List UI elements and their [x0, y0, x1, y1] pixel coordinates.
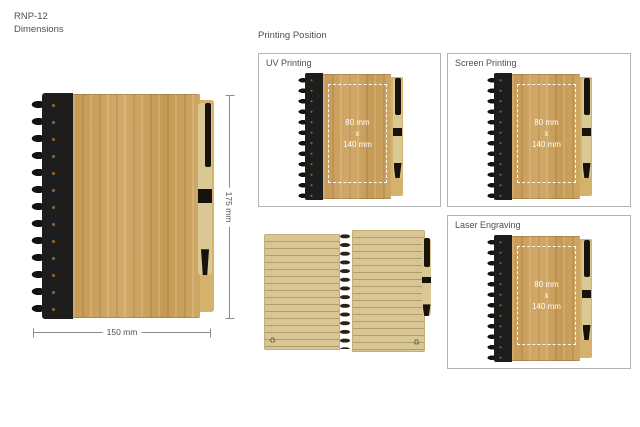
print-area-height: 140 mm — [532, 301, 561, 311]
pen — [198, 103, 212, 275]
recycle-icon: ♻ — [412, 338, 420, 347]
notebook-thumbnail — [485, 235, 592, 362]
print-area-separator: x — [355, 128, 360, 138]
product-code: RNP-12 — [14, 11, 48, 22]
height-value: 175 mm — [223, 188, 235, 227]
binding-holes — [309, 75, 314, 198]
open-page-left — [264, 234, 340, 350]
recycle-icon: ♻ — [269, 336, 277, 345]
printing-method-label: Laser Engraving — [455, 220, 521, 230]
cover-black-strip — [305, 73, 323, 200]
pen — [393, 78, 402, 178]
pen — [582, 78, 591, 178]
pen-band — [582, 128, 591, 136]
binding-holes — [498, 237, 503, 360]
cover-black-strip — [42, 93, 73, 319]
sheet-header — [14, 10, 64, 36]
print-area-height: 140 mm — [343, 139, 372, 149]
pen-band — [393, 128, 402, 136]
print-area-width: 80 mm — [534, 279, 559, 289]
pen — [422, 238, 431, 316]
print-area-separator: x — [544, 290, 549, 300]
width-dimension-annotation — [33, 325, 211, 339]
print-area-height: 140 mm — [532, 139, 561, 149]
print-area-marker — [328, 84, 387, 183]
cover-black-strip — [494, 235, 512, 362]
dimensions-section-label: Dimensions — [14, 24, 64, 35]
notebook-open-image — [264, 230, 432, 352]
height-dimension-annotation — [222, 95, 236, 319]
print-area-width: 80 mm — [534, 117, 559, 127]
bamboo-cover — [73, 94, 200, 318]
printing-box-uv — [258, 53, 441, 207]
pen-band — [422, 277, 431, 283]
pen-clip — [424, 238, 430, 267]
center-spiral-binding — [337, 232, 353, 349]
pen-clip — [205, 103, 211, 167]
printing-method-label: Screen Printing — [455, 58, 517, 68]
notebook-thumbnail — [296, 73, 403, 200]
print-area-marker — [517, 246, 576, 345]
print-area-separator: x — [544, 128, 549, 138]
width-value: 150 mm — [103, 327, 142, 337]
printing-box-laser — [447, 215, 631, 369]
print-area-marker — [517, 84, 576, 183]
pen-band — [198, 189, 212, 203]
printing-box-screen — [447, 53, 631, 207]
pen-band — [582, 290, 591, 298]
pen-clip — [584, 240, 590, 277]
binding-holes — [49, 97, 58, 315]
pen-clip — [395, 78, 401, 115]
binding-holes — [498, 75, 503, 198]
pen-clip — [584, 78, 590, 115]
notebook-thumbnail — [485, 73, 592, 200]
cover-black-strip — [494, 73, 512, 200]
printing-method-label: UV Printing — [266, 58, 312, 68]
notebook-front-image — [28, 93, 214, 319]
print-area-width: 80 mm — [345, 117, 370, 127]
pen — [582, 240, 591, 340]
open-page-right — [352, 230, 425, 352]
printing-position-title: Printing Position — [258, 30, 327, 41]
